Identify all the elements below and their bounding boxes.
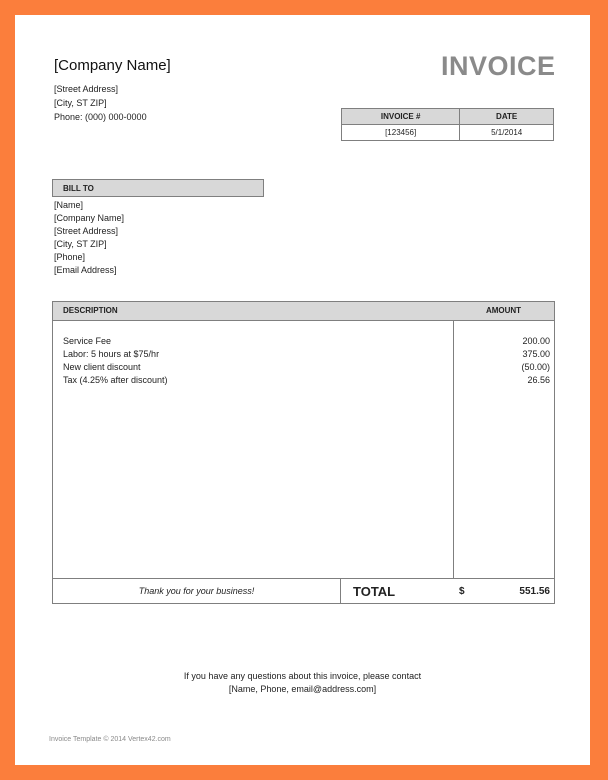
line-item-amount: 200.00 [522,336,550,346]
line-items-table [52,301,555,604]
invoice-meta-header-row [342,109,554,125]
company-name: [Company Name] [54,57,171,74]
line-item-amount: (50.00) [521,362,550,372]
total-amount: 551.56 [519,586,550,597]
invoice-page [15,15,590,765]
company-city: [City, ST ZIP] [54,98,107,108]
line-item-amount: 26.56 [527,375,550,385]
bill-to-line: [Email Address] [54,265,117,275]
currency-symbol: $ [459,586,465,597]
line-item-description: New client discount [63,362,141,372]
template-credit: Invoice Template © 2014 Vertex42.com [49,736,171,743]
thank-you-note: Thank you for your business! [53,579,341,604]
line-item-description: Tax (4.25% after discount) [63,375,168,385]
bill-to-line: [City, ST ZIP] [54,239,107,249]
line-item-description: Service Fee [63,336,112,346]
line-item-description: Labor: 5 hours at $75/hr [63,349,160,359]
invoice-title: INVOICE [441,51,556,81]
invoice-date-label: DATE [460,109,554,125]
bill-to-line: [Phone] [54,252,86,262]
contact-line: If you have any questions about this invoice, please contact [183,671,422,681]
invoice-meta-value-row [342,125,554,141]
invoice-date: 5/1/2014 [460,125,554,141]
totals-row [53,578,554,604]
amount-list [453,335,550,387]
bill-to-line: [Company Name] [54,213,125,223]
bill-to-line: [Name] [54,200,84,210]
company-street: [Street Address] [54,84,119,94]
line-items-header [53,302,554,321]
bill-to-block [54,199,124,277]
amount-header: AMOUNT [485,306,522,315]
line-item-amount: 375.00 [522,349,550,359]
company-phone: Phone: (000) 000-0000 [54,112,147,122]
invoice-number-label: INVOICE # [342,109,460,125]
invoice-meta-table [341,108,554,141]
invoice-number: [123456] [342,125,460,141]
description-header: DESCRIPTION [63,306,118,315]
company-address-block [54,82,147,124]
bill-to-line: [Street Address] [54,226,119,236]
contact-details: [Name, Phone, email@address.com] [228,684,377,694]
bill-to-header: BILL TO [52,179,264,197]
contact-message [15,670,590,696]
total-label: TOTAL [353,584,396,599]
description-list [63,335,168,387]
